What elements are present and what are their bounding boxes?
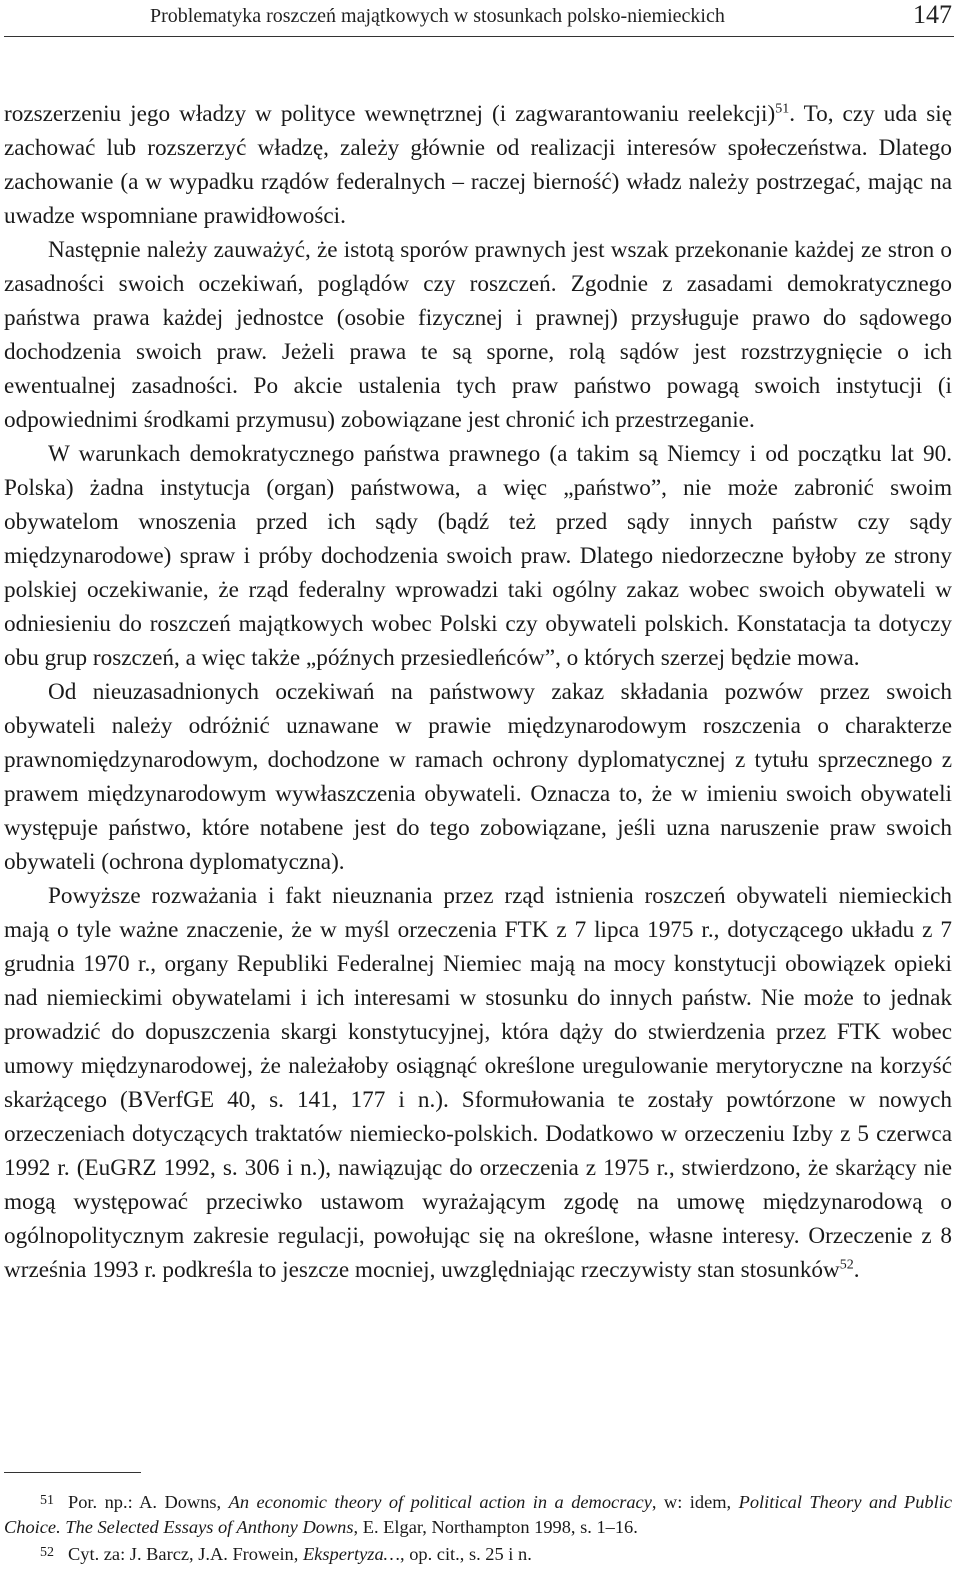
footnote-ref-52: 52	[839, 1257, 854, 1273]
page-number: 147	[913, 0, 952, 29]
paragraph-4: Od nieuzasadnionych oczekiwań na państwowy zakaz składania pozwów przez swoich obywateli należy odróżnić uznawane w prawie międzynarodowym roszczenia o charakterze prawnomiędzynarodowym, dochodzone w ramach ochrony dyplomatycznej z tytułu sprzecznego z prawem międzynarodowym wywłaszczenia obywateli. Oznacza to, że w imieniu swoich obywateli występuje państwo, które notabene jest do tego zobowiązane, jeśli uzna naruszenie praw swoich obywateli (ochrona dyplomatyczna).	[4, 679, 952, 875]
paragraph-3: W warunkach demokratycznego państwa prawnego (a takim są Niemcy i od początku lat 90. Polska) żadna instytucja (organ) państwowa, a więc „państwo”, nie może zabronić swoim obywatelom wnoszenia przed ich sądy (bądź też przed sądy innych państw czy sądy międzynarodowe) spraw i próby dochodzenia swoich praw. Dlatego niedorzeczne byłoby ze strony polskiej oczekiwanie, że rząd federalny wprowadzi taki ogólny zakaz wobec swoich obywateli w odniesieniu do roszczeń majątkowych wobec Polski czy obywateli polskich. Konstatacja ta dotyczy obu grup roszczeń, a więc także „późnych przesiedleńców”, o których szerzej będzie mowa.	[4, 441, 952, 671]
footnote-ref-51: 51	[775, 101, 790, 117]
paragraph-1	[4, 97, 952, 233]
footnote-52-title-1: Ekspertyza…	[302, 1544, 400, 1564]
footnote-52-text-2: , op. cit., s. 25 i n.	[400, 1544, 532, 1564]
footnote-51-text-2: , w: idem,	[651, 1492, 739, 1512]
paragraph-1-text-a: rozszerzeniu jego władzy w polityce wewnętrznej (i zagwarantowaniu reelekcji)	[4, 101, 776, 127]
paragraph-5	[4, 879, 952, 1287]
footnote-51	[4, 1488, 952, 1540]
footnotes	[4, 1488, 952, 1567]
footnote-52-number: 52	[40, 1545, 54, 1560]
footnote-52-text-1: Cyt. za: J. Barcz, J.A. Frowein,	[68, 1544, 303, 1564]
main-text	[4, 97, 952, 1287]
footnote-rule	[4, 1472, 141, 1473]
paragraph-2: Następnie należy zauważyć, że istotą sporów prawnych jest wszak przekonanie każdej ze stron o zasadności swoich oczekiwań, poglądów czy roszczeń. Zgodnie z zasadami demokratycznego państwa prawa każdej jednostce (osobie fizycznej i prawnej) przysługuje prawo do sądowego dochodzenia swoich praw. Jeżeli prawa te są sporne, rolą sądów jest rozstrzygnięcie o ich ewentualnej zasadności. Po akcie ustalenia tych praw państwo powagą swoich instytucji (i odpowiednimi środkami przymusu) zobowiązane jest chronić ich przestrzeganie.	[4, 237, 952, 433]
footnote-51-text-1: Por. np.: A. Downs,	[68, 1492, 229, 1512]
paragraph-1-text-b: . To, czy uda się zachować lub rozszerzyć władzę, zależy głównie od realizacji interesów społeczeństwa. Dlatego zachowanie (a w wypadku rządów federalnych – raczej bierność) władz należy postrzegać, mając na uwadze wspomniane prawidłowości.	[4, 101, 952, 229]
paragraph-5-text-a: Powyższe rozważania i fakt nieuznania przez rząd istnienia roszczeń obywateli niemieckich mają o tyle ważne znaczenie, że w myśl orzeczenia FTK z 7 lipca 1975 r., dotyczącego układu z 7 grudnia 1970 r., organy Republiki Federalnej Niemiec mają na mocy konstytucji obowiązek opieki nad niemieckimi obywatelami i ich interesami w stosunku do innych państw. Nie może to jednak prowadzić do dopuszczenia skargi konstytucyjnej, która dąży do stwierdzenia przez FTK wobec umowy międzynarodowej, że należałoby osiągnąć określone uregulowanie merytoryczne na korzyść skarżącego (BVerfGE 40, s. 141, 177 i n.). Sformułowania te zostały powtórzone w nowych orzeczeniach dotyczących traktatów niemiecko-polskich. Dodatkowo w orzeczeniu Izby z 5 czerwca 1992 r. (EuGRZ 1992, s. 306 i n.), nawiązując do orzeczenia z 1975 r., stwierdzono, że skarżący nie mogą występować przeciwko ustawom wyrażającym zgodę na umowę międzynarodową o ogólnopolitycznym zakresie regulacji, powołując się na określone, własne interesy. Orzeczenie z 8 września 1993 r. podkreśla to jeszcze mocniej, uwzględniając rzeczywisty stan stosunków	[4, 883, 952, 1283]
footnote-51-text-3: , E. Elgar, Northampton 1998, s. 1–16.	[353, 1517, 638, 1537]
footnote-51-number: 51	[40, 1493, 54, 1508]
running-title: Problematyka roszczeń majątkowych w stosunkach polsko-niemieckich	[150, 5, 725, 27]
footnote-51-title-2: Political Theory and Public Choice. The Selected Essays of Anthony Downs	[4, 1492, 952, 1537]
footnote-51-title-1: An economic theory of political action in a democracy	[228, 1492, 652, 1512]
footnote-52	[4, 1540, 952, 1567]
header-rule	[4, 36, 954, 37]
paragraph-5-text-b: .	[853, 1257, 860, 1283]
